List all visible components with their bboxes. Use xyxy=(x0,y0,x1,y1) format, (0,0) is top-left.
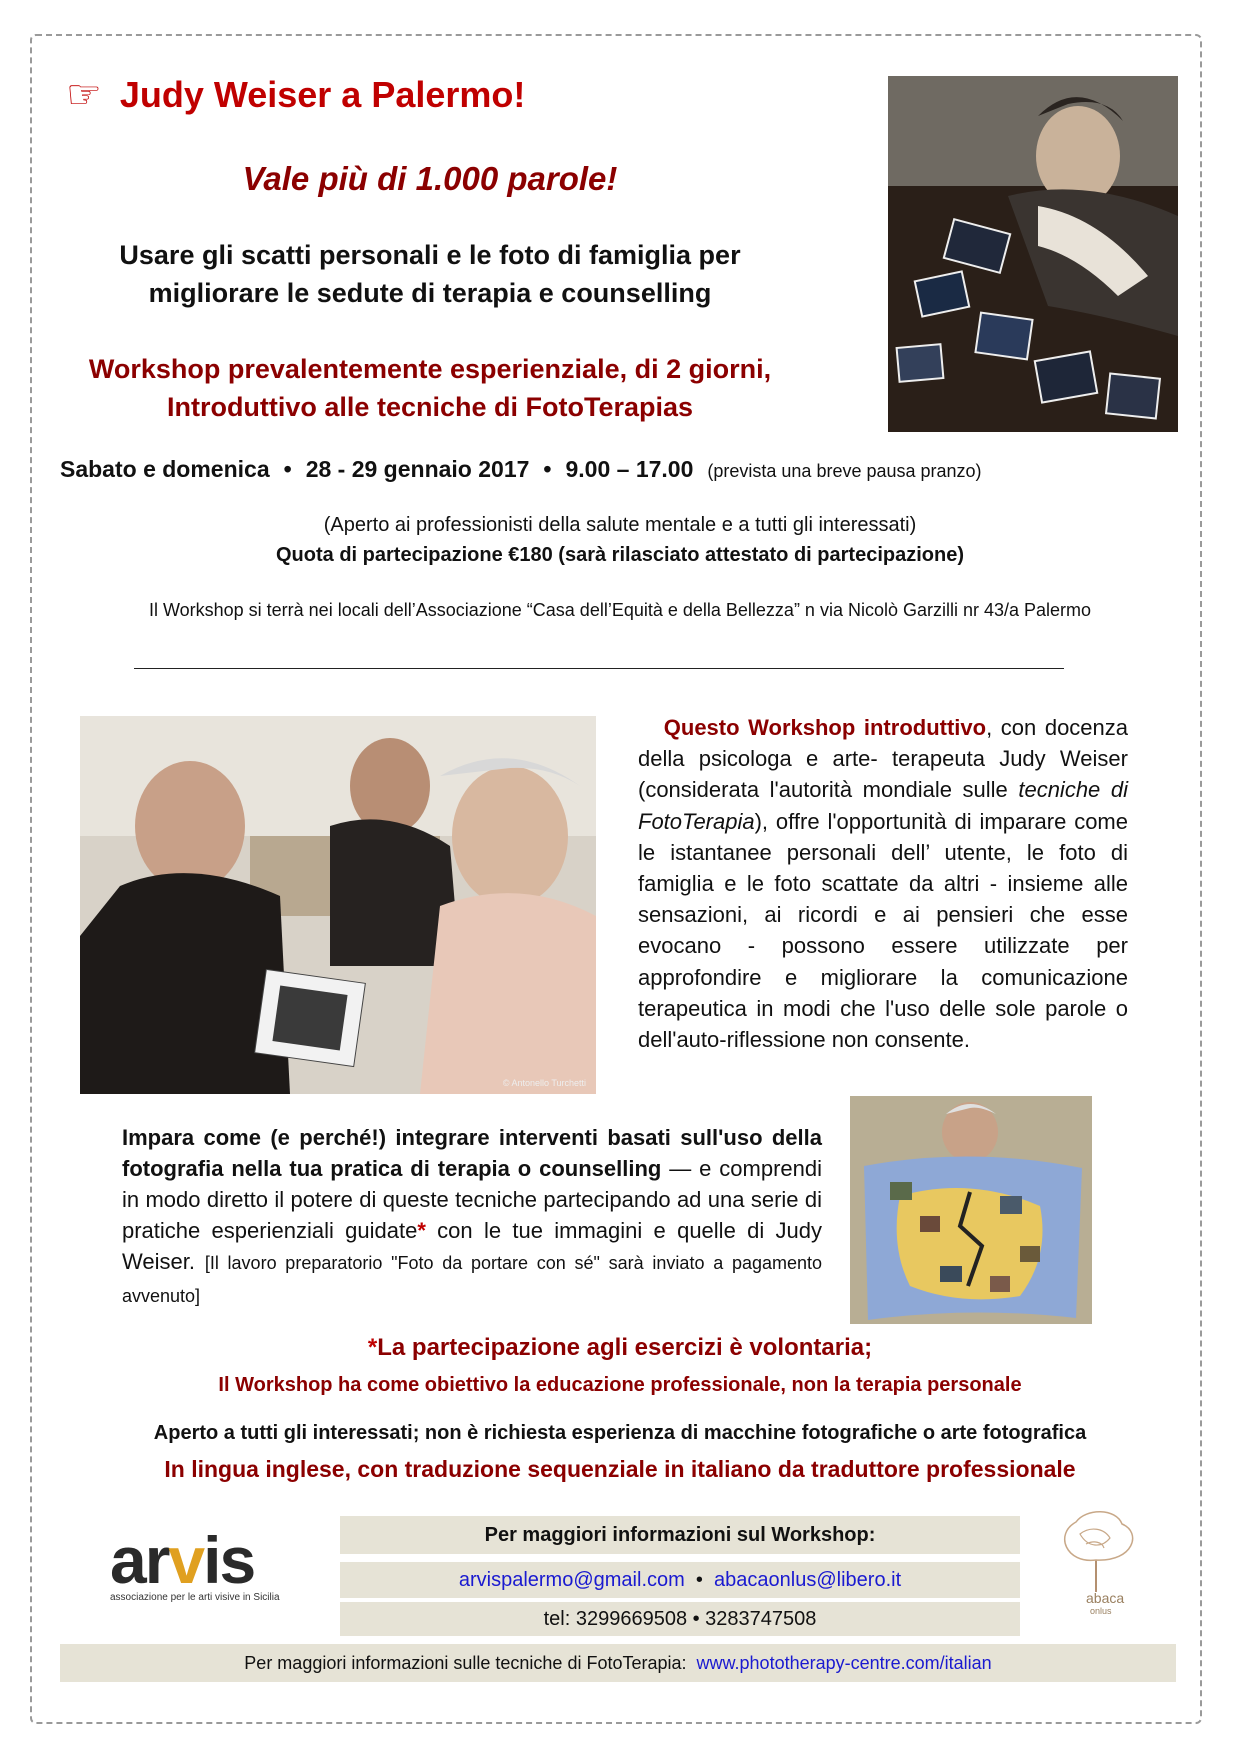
photo-workshop-illustration xyxy=(80,716,596,1094)
intro-highlight: Questo Workshop introduttivo xyxy=(663,715,987,740)
footnote-star: * xyxy=(417,1218,426,1243)
contacts-emails xyxy=(340,1562,1020,1598)
abaca-logo xyxy=(1046,1504,1146,1628)
schedule-hours: 9.00 – 17.00 xyxy=(565,456,694,482)
arvis-tagline: associazione per le arti visive in Sicilia xyxy=(110,1592,280,1603)
integration-text-b: con le tue immagini e quelle di Judy Weiser. xyxy=(122,1218,822,1274)
email-abaca-link[interactable]: abacaonlus@libero.it xyxy=(714,1569,902,1591)
integration-paragraph xyxy=(122,1122,822,1312)
contacts-phone: tel: 3299669508 • 3283747508 xyxy=(340,1602,1020,1636)
arvis-wordmark xyxy=(110,1523,330,1597)
photo-workshop-session xyxy=(80,716,596,1094)
schedule-row xyxy=(60,456,1180,483)
schedule-bullet-2: • xyxy=(543,456,552,482)
photo-collage xyxy=(850,1096,1092,1324)
goal-note: Il Workshop ha come obiettivo la educazione professionale, non la terapia personale xyxy=(218,1374,1022,1396)
abaca-wordmark: abaca xyxy=(1086,1590,1125,1606)
intro-italic: tecniche di FotoTerapia xyxy=(638,777,1128,834)
photo-credit: © Antonello Turchetti xyxy=(502,1078,586,1088)
title-row xyxy=(66,74,525,116)
venue-note: Il Workshop si terrà nei locali dell’Associazione “Casa dell’Equità e della Bellezza” n via Nicolò Garzilli nr 43/a Palermo xyxy=(148,600,1092,620)
workshop-heading xyxy=(60,350,800,426)
footer-bar xyxy=(60,1644,1176,1682)
abaca-tree-icon xyxy=(1046,1504,1146,1594)
schedule-note: (prevista una breve pausa pranzo) xyxy=(707,461,982,481)
photo-illustration xyxy=(888,76,1178,432)
voluntary-note xyxy=(60,1334,1180,1362)
fee-note: Quota di partecipazione €180 (sarà rilasciato attestato di partecipazione) xyxy=(276,544,964,566)
divider xyxy=(134,668,1064,669)
voluntary-text: La partecipazione agli esercizi è volontaria; xyxy=(377,1334,873,1361)
arvis-part-v: v xyxy=(168,1523,204,1597)
schedule-days: Sabato e domenica xyxy=(60,456,270,482)
arvis-logo xyxy=(110,1523,330,1603)
abaca-subtitle: onlus xyxy=(1090,1606,1112,1616)
arvis-part-b: is xyxy=(203,1523,255,1597)
photo-judy-weiser-with-photos xyxy=(888,76,1178,432)
workshop-line-2: Introduttivo alle tecniche di FotoTerapias xyxy=(166,392,694,422)
intro-text-a: , con docenza della psicologa e arte- terapeuta Judy Weiser (considerata l'autorità mondiale sulle xyxy=(638,715,1129,803)
integration-text-a: — e comprendi in modo diretto il potere di queste tecniche partecipando ad una serie di pratiche esperienziali guidate xyxy=(122,1156,822,1243)
arvis-part-a: ar xyxy=(110,1523,169,1597)
subtitle: Vale più di 1.000 parole! xyxy=(242,160,618,197)
schedule-bullet-1: • xyxy=(283,456,292,482)
intro-paragraph xyxy=(638,712,1128,1055)
photo-collage-illustration xyxy=(850,1096,1092,1324)
voluntary-star: * xyxy=(367,1334,378,1361)
email-separator: • xyxy=(695,1569,703,1591)
language-note: In lingua inglese, con traduzione sequenziale in italiano da traduttore professionale xyxy=(164,1456,1076,1482)
prep-note: [Il lavoro preparatorio "Foto da portare con sé" sarà inviato a pagamento avvenuto] xyxy=(122,1253,823,1306)
intro-text-b: ), offre l'opportunità di imparare come le istantanee personali dell’ utente, le foto di famiglia e le foto scattate da altri - insieme alle sensazioni, ai ricordi e ai pensieri che esse evocano - possono essere utilizzate per approfondire e migliorare la comunicazione terapeutica in modi che l'uso delle sole parole o dell'auto-riflessione non consente. xyxy=(638,808,1128,1053)
contacts-heading: Per maggiori informazioni sul Workshop: xyxy=(340,1516,1020,1554)
audience-note: (Aperto ai professionisti della salute mentale e a tutti gli interessati) xyxy=(323,514,917,536)
open-all-note: Aperto a tutti gli interessati; non è richiesta esperienza di macchine fotografiche o arte fotografica xyxy=(153,1422,1087,1444)
footer-text: Per maggiori informazioni sulle tecniche di FotoTerapia: xyxy=(244,1653,687,1673)
lead-line-2: migliorare le sedute di terapia e counselling xyxy=(148,278,712,308)
workshop-line-1: Workshop prevalentemente esperienziale, di 2 giorni, xyxy=(88,354,772,384)
integration-bold: Impara come (e perché!) integrare interventi basati sull'uso della fotografia nella tua pratica di terapia o counselling xyxy=(122,1125,822,1181)
page-title: Judy Weiser a Palermo! xyxy=(119,74,526,115)
schedule-dates: 28 - 29 gennaio 2017 xyxy=(305,456,530,482)
lead-text xyxy=(60,236,800,312)
lead-line-1: Usare gli scatti personali e le foto di famiglia per xyxy=(119,240,741,270)
email-arvis-link[interactable]: arvispalermo@gmail.com xyxy=(458,1569,685,1591)
phototherapy-link[interactable]: www.phototherapy-centre.com/italian xyxy=(696,1653,992,1673)
pointing-hand-icon: ☞ xyxy=(66,73,102,117)
